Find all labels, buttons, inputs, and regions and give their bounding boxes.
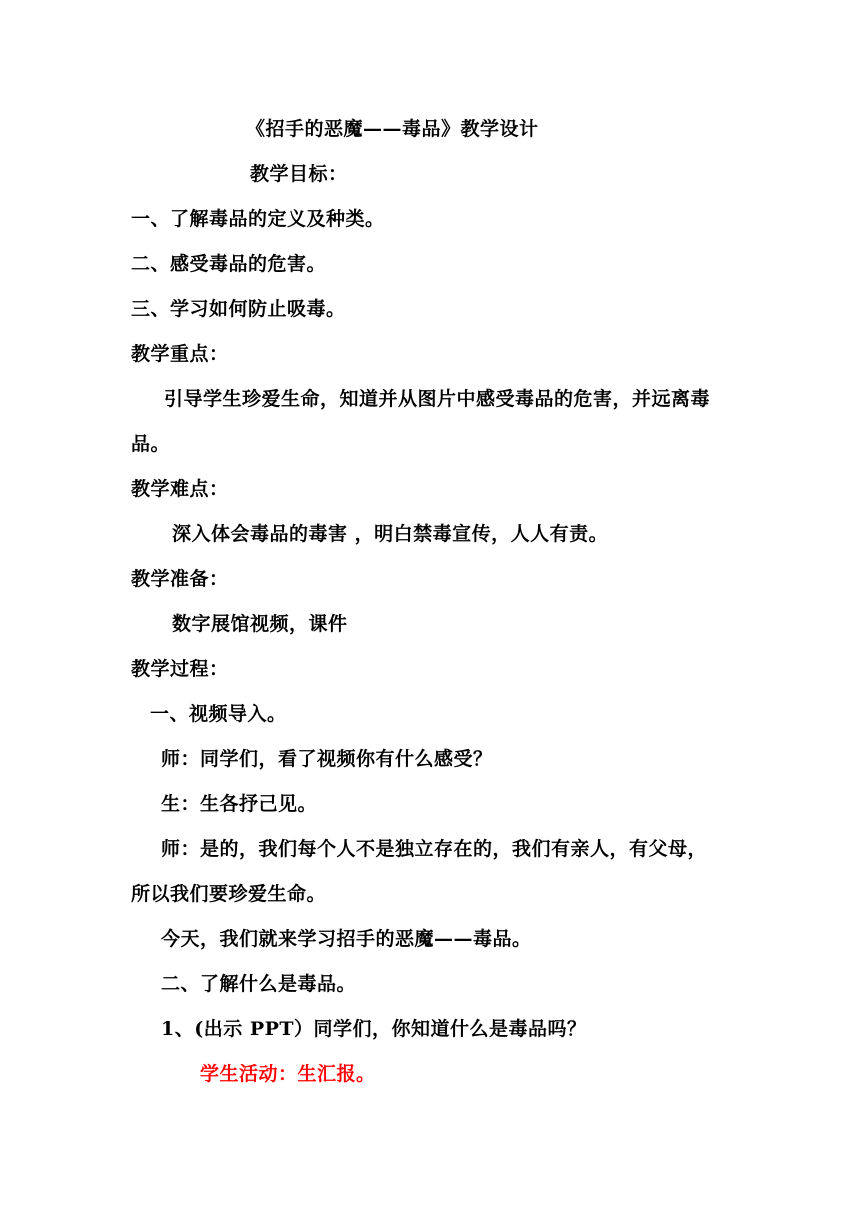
key-points-heading: 教学重点： xyxy=(131,343,229,365)
key-points-text: 引导学生珍爱生命，知道并从图片中感受毒品的危害，并远离毒 xyxy=(164,388,711,410)
document-title: 《招手的恶魔——毒品》教学设计 xyxy=(246,118,539,140)
preparation-heading: 教学准备： xyxy=(131,568,229,590)
objective-item: 二、感受毒品的危害。 xyxy=(131,253,327,275)
teacher-response-continued: 所以我们要珍爱生命。 xyxy=(131,883,327,905)
preparation-text: 数字展馆视频，课件 xyxy=(172,613,348,635)
process-heading: 教学过程： xyxy=(131,658,229,680)
process-step-heading: 二、了解什么是毒品。 xyxy=(161,973,357,995)
difficulties-heading: 教学难点： xyxy=(131,478,229,500)
key-points-text-continued: 品。 xyxy=(131,433,171,455)
student-answer: 生：生各抒己见。 xyxy=(161,793,318,815)
difficulties-text: 深入体会毒品的毒害 ，明白禁毒宣传，人人有责。 xyxy=(172,523,609,545)
process-item: 1、(出示 PPT）同学们，你知道什么是毒品吗？ xyxy=(161,1018,587,1040)
objective-item: 三、学习如何防止吸毒。 xyxy=(131,298,346,320)
teacher-response: 师：是的，我们每个人不是独立存在的，我们有亲人，有父母， xyxy=(161,838,708,860)
objective-item: 一、了解毒品的定义及种类。 xyxy=(131,208,385,230)
objectives-heading: 教学目标： xyxy=(250,163,348,185)
teacher-question: 师：同学们，看了视频你有什么感受？ xyxy=(161,748,493,770)
process-step-heading: 一、视频导入。 xyxy=(150,703,287,725)
today-topic: 今天，我们就来学习招手的恶魔——毒品。 xyxy=(161,928,532,950)
student-activity: 学生活动：生汇报。 xyxy=(200,1063,376,1085)
